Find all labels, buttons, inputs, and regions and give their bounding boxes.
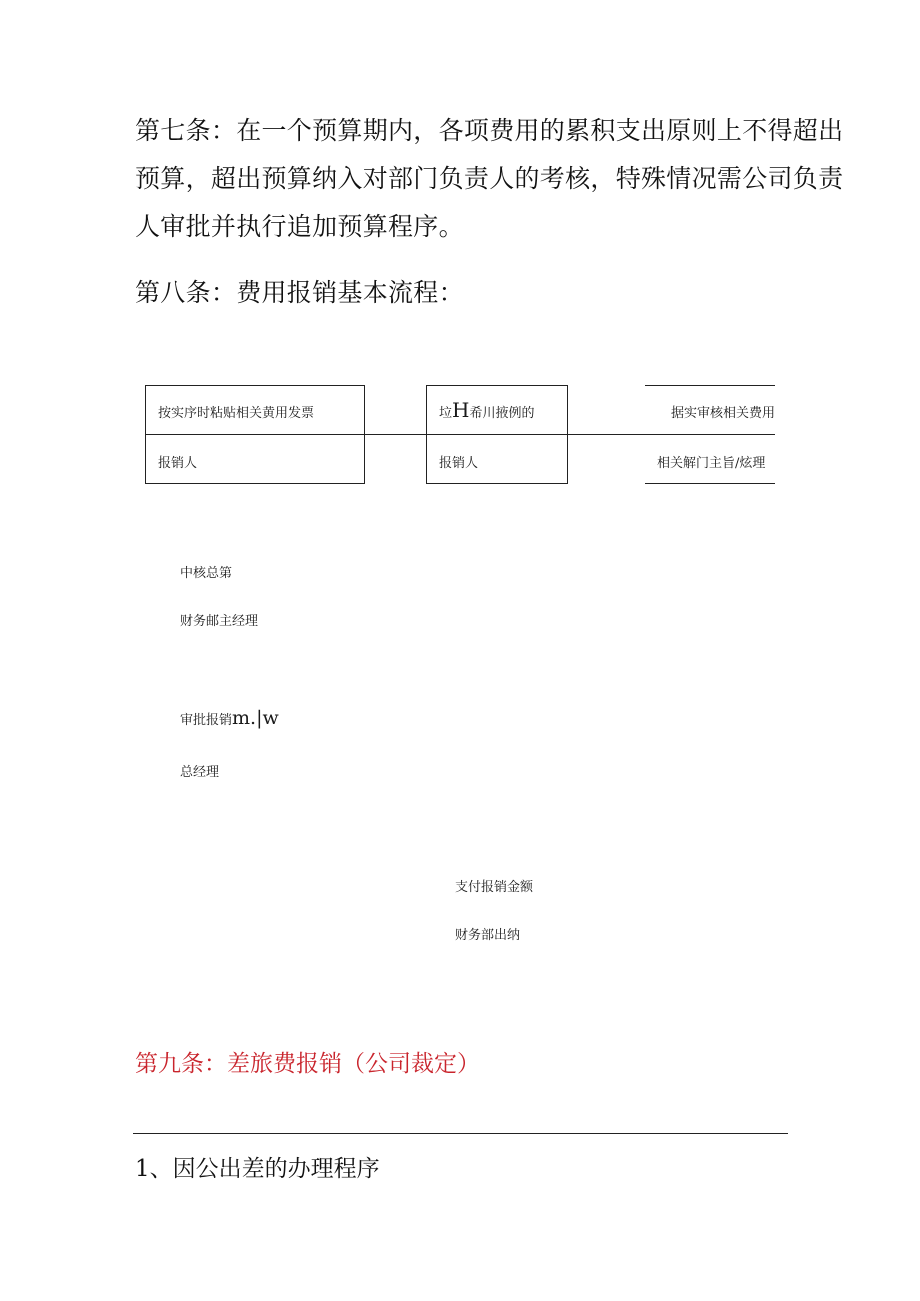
flow-box-submit: [145, 385, 365, 484]
flow-box-submit-action: 按实序时粘贴相关黄用发票: [158, 406, 315, 421]
flow-step-pay: 支付报销金额: [455, 880, 534, 895]
article8-heading: 第八条：费用报销基本流程：: [135, 278, 464, 307]
article7-line1: 第七条：在一个预算期内，各项费用的累积支出原则上不得超出: [135, 116, 844, 145]
flow-box-fill-form-action-prefix: 垃: [439, 406, 453, 421]
flow-box-review-top: [645, 385, 775, 386]
article7-line3: 人审批并执行追加预算程序。: [135, 212, 464, 241]
flow-box-fill-form-action-big: H: [452, 398, 470, 422]
flow-box-review-action: 据实审核相关费用: [671, 406, 776, 421]
flow-connector: [568, 434, 775, 435]
flow-box-fill-form-action: [439, 398, 534, 422]
flow-step-review-total-role: 财务邮主经理: [180, 614, 259, 629]
section1-title: 1、因公出差的办理程序: [135, 1156, 380, 1182]
article9-heading: 第九条：差旅费报销（公司裁定）: [135, 1051, 480, 1077]
flow-box-divider: [427, 434, 567, 435]
flow-box-submit-role: 报销人: [158, 456, 198, 471]
flow-connector: [365, 434, 426, 435]
flow-step-approve-role: 总经理: [180, 765, 220, 780]
flow-step-review-total: 中核总第: [180, 566, 233, 581]
flow-box-fill-form-action-suffix: 希川掖例的: [469, 406, 535, 421]
section-divider: [133, 1133, 788, 1134]
flow-step-pay-role: 财务部出纳: [455, 928, 521, 943]
flow-box-fill-form-role: 报销人: [439, 456, 479, 471]
article7-line2: 预算，超出预算纳入对部门负责人的考核，特殊情况需公司负责: [135, 164, 844, 193]
flow-step-approve-big: m.|w: [232, 707, 279, 729]
flow-box-review-bottom: [645, 483, 775, 484]
flow-box-divider: [146, 434, 364, 435]
flow-step-approve-prefix: 审批报销: [180, 713, 233, 728]
flow-box-fill-form: [426, 385, 568, 484]
flow-step-approve: [180, 707, 279, 729]
flow-box-review-role: 相关解门主旨/炫理: [657, 456, 766, 471]
